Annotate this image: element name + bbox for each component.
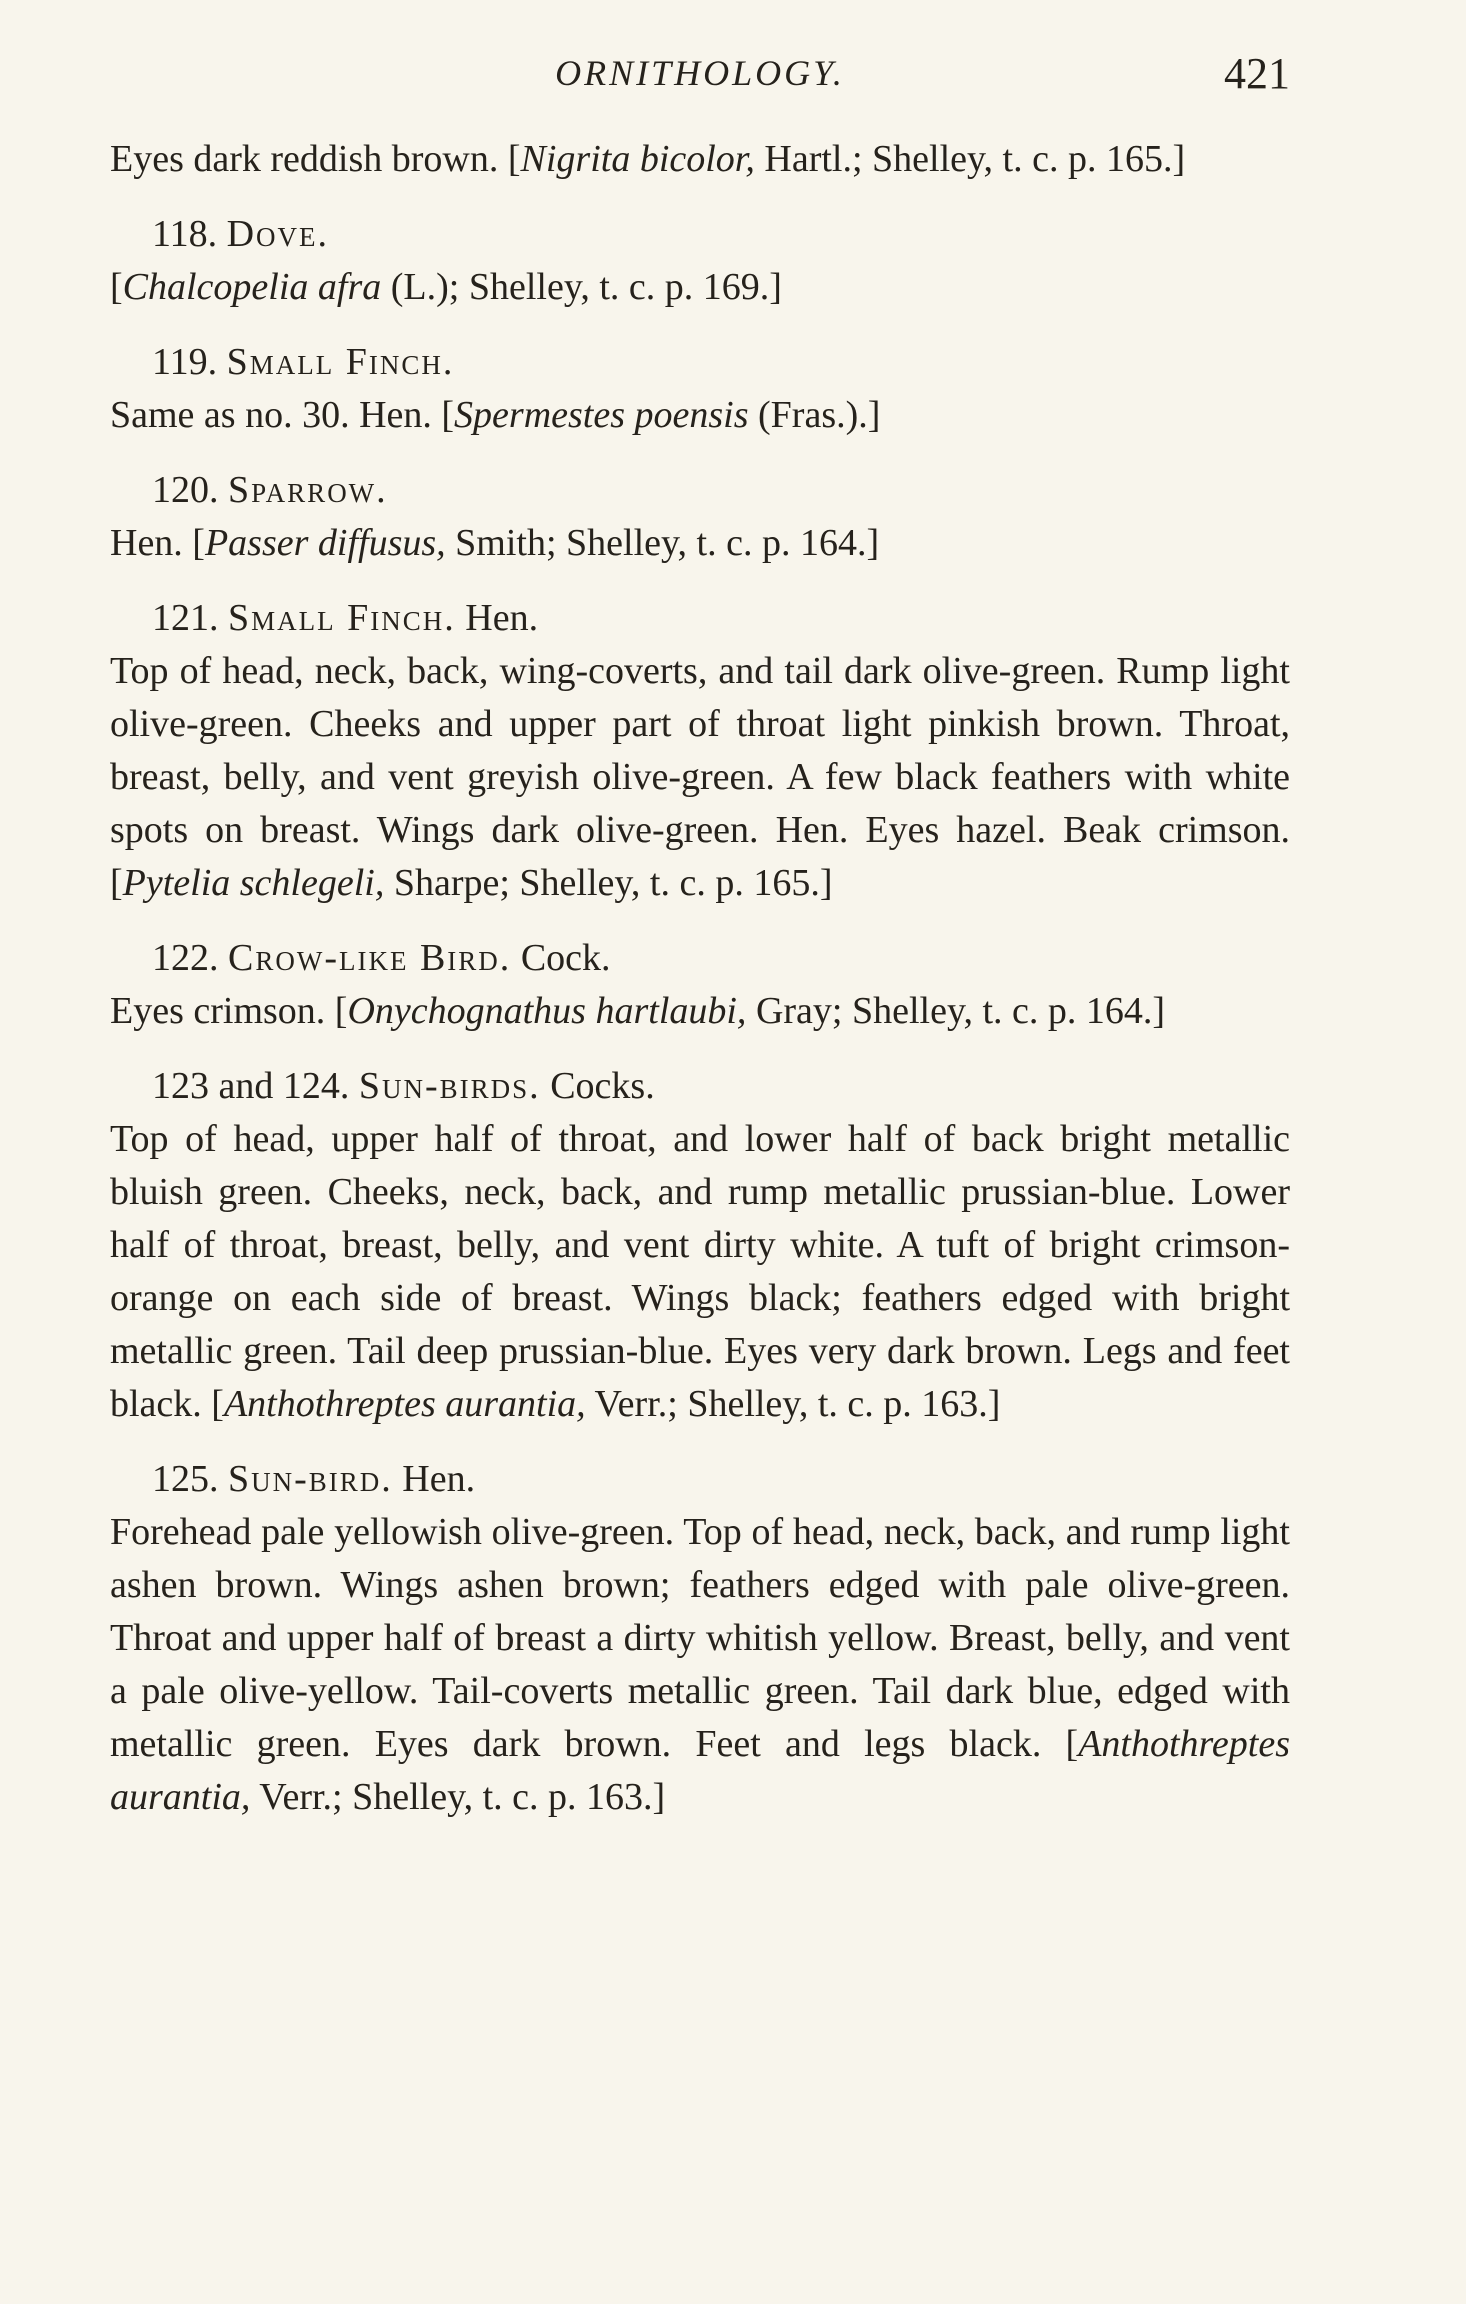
running-title: ORNITHOLOGY. (555, 53, 845, 93)
entry-number: 121. (152, 597, 219, 639)
scientific-name: Passer diffusus, (204, 522, 446, 564)
entry-heading-122 (110, 932, 1290, 985)
bird-sex: Hen. (402, 1458, 476, 1500)
scientific-name: Anthothreptes aurantia, (223, 1383, 586, 1425)
entry-heading-125 (110, 1453, 1290, 1506)
entry-number: 125. (152, 1458, 219, 1500)
bird-name: Sun-birds. (358, 1065, 541, 1107)
entry-description-123-124: Top of head, upper half of throat, and lower half of back bright metallic bluish green. Cheeks, neck, back, and rump metallic prussian-blue. Lower half of throat, breast, belly, and vent dirty white. A tuft of bright crimson-orange on each side of breast. Wings black; feathers edged with bright metallic green. Tail deep prussian-blue. Eyes very dark brown. Legs and feet black. [Anthothreptes aurantia, Verr.; Shelley, t. c. p. 163.] (110, 1118, 1290, 1425)
entry-number: 123 and 124. (152, 1065, 350, 1107)
scientific-name: Pytelia schlegeli, (122, 862, 385, 904)
scientific-name: Chalcopelia afra (122, 266, 382, 308)
bird-name: Sun-bird. (228, 1458, 393, 1500)
bird-name: Crow-like Bird. (228, 937, 512, 979)
scientific-name: Spermestes poensis (454, 394, 749, 436)
entry-description-118: [Chalcopelia afra (L.); Shelley, t. c. p. 169.] (110, 266, 782, 308)
page-number: 421 (1224, 49, 1290, 98)
bird-sex: Cock. (520, 937, 611, 979)
entry-description-119: Same as no. 30. Hen. [Spermestes poensis (Fras.).] (110, 394, 881, 436)
entry-number: 119. (152, 341, 218, 383)
entry-heading-121 (110, 592, 1290, 645)
bird-sex: Hen. (465, 597, 539, 639)
bird-sex: Cocks. (550, 1065, 655, 1107)
bird-name: Small Finch. (228, 597, 456, 639)
bird-name: Sparrow. (228, 469, 388, 511)
scientific-name: Anthothreptes aurantia, (110, 1723, 1290, 1818)
entry-description-125: Forehead pale yellowish olive-green. Top of head, neck, back, and rump light ashen brown. Wings ashen brown; feathers edged with pale olive-green. Throat and upper half of breast a dirty whitish yellow. Breast, belly, and vent a pale olive-yellow. Tail-coverts metallic green. Tail dark blue, edged with metallic green. Eyes dark brown. Feet and legs black. [Anthothreptes aurantia, Verr.; Shelley, t. c. p. 163.] (110, 1511, 1290, 1818)
entry-number: 118. (152, 213, 218, 255)
entry-description-121: Top of head, neck, back, wing-coverts, and tail dark olive-green. Rump light olive-green. Cheeks and upper part of throat light pinkish brown. Throat, breast, belly, and vent greyish olive-green. A few black feathers with white spots on breast. Wings dark olive-green. Hen. Eyes hazel. Beak crimson. [Pytelia schlegeli, Sharpe; Shelley, t. c. p. 165.] (110, 650, 1290, 904)
entry-117-continuation: Eyes dark reddish brown. [Nigrita bicolor, Hartl.; Shelley, t. c. p. 165.] (110, 138, 1186, 180)
entry-description-122: Eyes crimson. [Onychognathus hartlaubi, Gray; Shelley, t. c. p. 164.] (110, 990, 1166, 1032)
entry-heading-123-124 (110, 1060, 1290, 1113)
entry-description-120: Hen. [Passer diffusus, Smith; Shelley, t. c. p. 164.] (110, 522, 880, 564)
scientific-name: Onychognathus hartlaubi, (347, 990, 747, 1032)
entry-heading-120 (110, 464, 1290, 517)
entry-heading-118 (110, 208, 1290, 261)
running-head (110, 48, 1290, 108)
body-text (110, 133, 1290, 1824)
bird-name: Small Finch. (226, 341, 455, 383)
bird-name: Dove. (226, 213, 330, 255)
entry-heading-119 (110, 336, 1290, 389)
entry-number: 120. (152, 469, 219, 511)
scientific-name: Nigrita bicolor, (520, 138, 755, 180)
entry-number: 122. (152, 937, 219, 979)
